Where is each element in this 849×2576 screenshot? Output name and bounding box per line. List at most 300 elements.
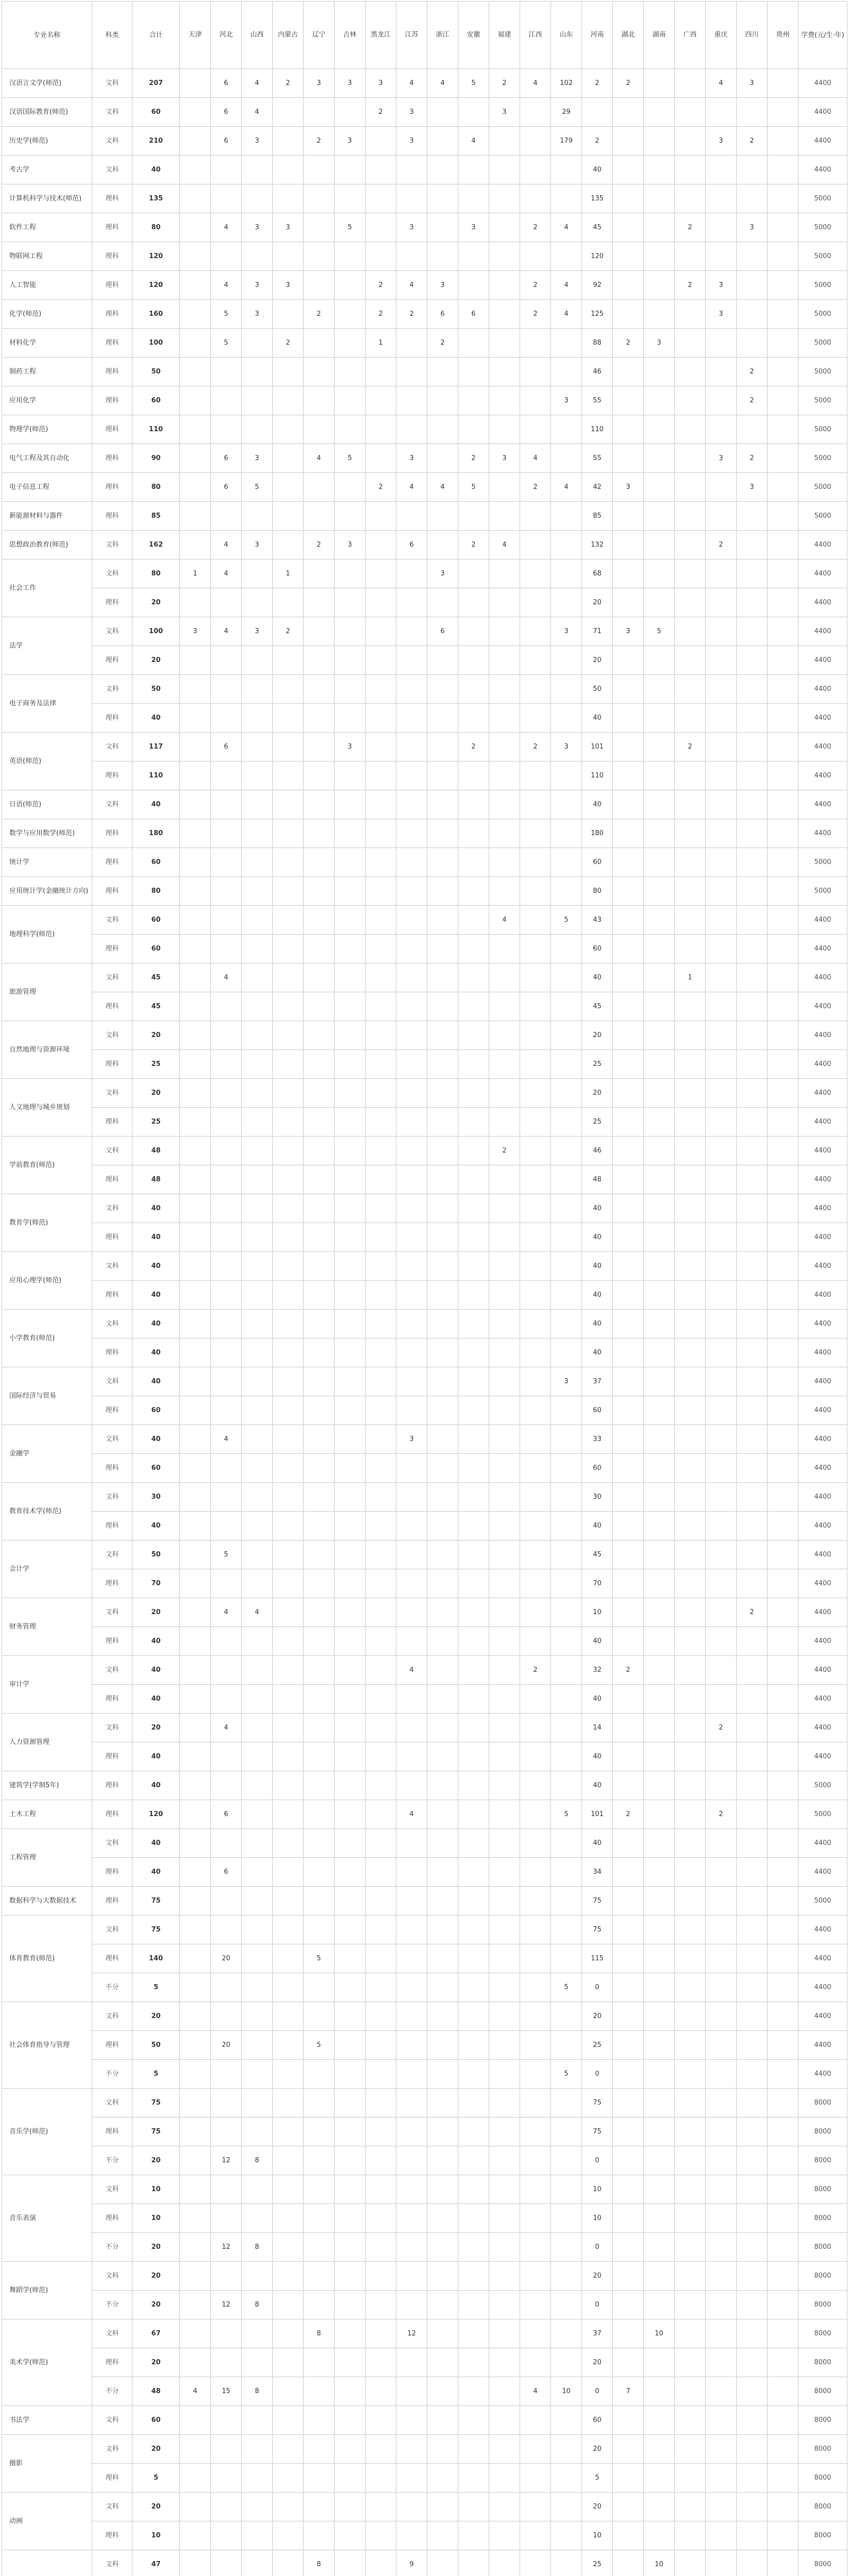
province-quota-cell: 179 xyxy=(551,127,582,156)
province-quota-cell xyxy=(242,1310,273,1338)
province-quota-cell xyxy=(242,329,273,358)
province-quota-cell xyxy=(365,531,396,560)
province-quota-cell xyxy=(706,2319,737,2348)
province-quota-cell xyxy=(427,733,458,761)
total-cell: 40 xyxy=(132,1338,180,1367)
province-quota-cell xyxy=(458,617,489,646)
major-name-cell: 软件工程 xyxy=(2,213,92,242)
province-quota-cell xyxy=(613,877,644,906)
major-name-cell: 新能源材料与器件 xyxy=(2,502,92,531)
province-quota-cell xyxy=(489,761,520,790)
province-quota-cell xyxy=(675,675,706,704)
province-quota-cell: 10 xyxy=(644,2550,675,2576)
province-quota-cell xyxy=(458,1367,489,1396)
province-quota-cell xyxy=(737,1540,768,1569)
province-quota-cell xyxy=(675,2204,706,2233)
province-quota-cell xyxy=(675,1223,706,1252)
category-cell: 文科 xyxy=(92,1137,132,1165)
total-cell: 40 xyxy=(132,1281,180,1310)
province-quota-cell xyxy=(737,1454,768,1483)
major-name-cell: 应用化学 xyxy=(2,386,92,415)
province-quota-cell xyxy=(551,1310,582,1338)
province-quota-cell xyxy=(427,2406,458,2435)
total-cell: 5 xyxy=(132,2060,180,2089)
province-quota-cell: 1 xyxy=(675,963,706,992)
total-cell: 47 xyxy=(132,2550,180,2576)
province-quota-cell xyxy=(458,98,489,127)
province-quota-cell xyxy=(675,2348,706,2377)
table-row xyxy=(2,1108,847,1137)
province-quota-cell xyxy=(242,242,273,271)
province-quota-cell xyxy=(768,848,798,877)
province-quota-cell xyxy=(458,819,489,848)
province-quota-cell xyxy=(644,2031,675,2060)
province-quota-cell xyxy=(644,386,675,415)
category-cell: 文科 xyxy=(92,1483,132,1512)
province-quota-cell xyxy=(613,2406,644,2435)
province-quota-cell xyxy=(335,1338,365,1367)
province-quota-cell xyxy=(211,2319,242,2348)
province-quota-cell xyxy=(613,819,644,848)
province-quota-cell xyxy=(273,473,304,502)
province-quota-cell: 3 xyxy=(273,271,304,300)
province-quota-cell xyxy=(365,1685,396,1714)
province-quota-cell xyxy=(180,2233,211,2262)
province-quota-cell: 4 xyxy=(211,617,242,646)
province-quota-cell xyxy=(737,1569,768,1598)
province-quota-cell: 2 xyxy=(458,733,489,761)
province-quota-cell xyxy=(489,502,520,531)
province-quota-cell: 2 xyxy=(458,444,489,473)
province-quota-cell xyxy=(335,704,365,733)
table-row xyxy=(2,531,847,560)
province-quota-cell xyxy=(675,127,706,156)
province-quota-cell xyxy=(706,2031,737,2060)
province-quota-cell xyxy=(644,1454,675,1483)
province-quota-cell xyxy=(551,1425,582,1454)
province-quota-cell: 5 xyxy=(211,1540,242,1569)
total-cell: 180 xyxy=(132,819,180,848)
province-quota-cell xyxy=(675,906,706,935)
province-quota-cell: 40 xyxy=(582,1252,613,1281)
province-quota-cell xyxy=(180,877,211,906)
table-row xyxy=(2,2319,847,2348)
province-quota-cell xyxy=(706,2291,737,2319)
province-quota-cell xyxy=(458,2521,489,2550)
province-quota-cell xyxy=(613,1627,644,1656)
province-quota-cell: 3 xyxy=(737,213,768,242)
province-quota-cell xyxy=(273,2521,304,2550)
province-quota-cell xyxy=(768,1050,798,1079)
province-quota-cell xyxy=(427,2262,458,2291)
province-quota-cell xyxy=(211,1454,242,1483)
province-quota-cell: 102 xyxy=(551,69,582,98)
fee-cell: 4400 xyxy=(798,1396,847,1425)
province-quota-cell xyxy=(613,1944,644,1973)
province-quota-cell xyxy=(675,1425,706,1454)
province-quota-cell xyxy=(427,761,458,790)
province-quota-cell xyxy=(551,2291,582,2319)
category-cell: 理科 xyxy=(92,502,132,531)
table-row xyxy=(2,2060,847,2089)
province-quota-cell xyxy=(335,1627,365,1656)
province-quota-cell xyxy=(396,1714,427,1742)
category-cell: 文科 xyxy=(92,2175,132,2204)
province-quota-cell xyxy=(613,358,644,386)
province-quota-cell: 3 xyxy=(706,444,737,473)
province-quota-cell xyxy=(675,588,706,617)
table-row xyxy=(2,1512,847,1540)
province-quota-cell xyxy=(304,502,335,531)
province-quota-cell xyxy=(211,184,242,213)
province-quota-cell xyxy=(644,69,675,98)
province-quota-cell xyxy=(365,1310,396,1338)
province-quota-cell xyxy=(737,646,768,675)
province-quota-cell xyxy=(458,2089,489,2117)
province-quota-cell xyxy=(180,1627,211,1656)
category-cell: 文科 xyxy=(92,560,132,588)
category-cell: 不分 xyxy=(92,2291,132,2319)
province-quota-cell xyxy=(304,2146,335,2175)
province-quota-cell xyxy=(458,1858,489,1887)
province-header: 黑龙江 xyxy=(365,2,396,69)
province-quota-cell xyxy=(737,906,768,935)
province-quota-cell xyxy=(211,156,242,184)
major-name-cell: 动画 xyxy=(2,2493,92,2550)
province-quota-cell xyxy=(211,2060,242,2089)
province-quota-cell xyxy=(551,1569,582,1598)
fee-cell: 4400 xyxy=(798,646,847,675)
province-quota-cell xyxy=(242,704,273,733)
province-quota-cell xyxy=(427,2377,458,2406)
province-quota-cell xyxy=(613,1021,644,1050)
province-quota-cell xyxy=(396,1944,427,1973)
province-quota-cell xyxy=(427,213,458,242)
fee-cell: 8000 xyxy=(798,2406,847,2435)
province-quota-cell xyxy=(737,156,768,184)
province-quota-cell xyxy=(644,2348,675,2377)
province-quota-cell xyxy=(211,1483,242,1512)
province-quota-cell xyxy=(768,2406,798,2435)
province-quota-cell xyxy=(458,2117,489,2146)
province-quota-cell xyxy=(211,1252,242,1281)
province-quota-cell xyxy=(273,1367,304,1396)
province-quota-cell xyxy=(675,2377,706,2406)
province-quota-cell xyxy=(768,1714,798,1742)
province-quota-cell: 5 xyxy=(335,444,365,473)
province-quota-cell xyxy=(335,560,365,588)
province-quota-cell xyxy=(551,2550,582,2576)
province-quota-cell xyxy=(489,213,520,242)
province-quota-cell xyxy=(768,358,798,386)
province-quota-cell xyxy=(365,1887,396,1916)
table-row xyxy=(2,1483,847,1512)
province-quota-cell xyxy=(273,2002,304,2031)
province-quota-cell xyxy=(365,992,396,1021)
province-quota-cell xyxy=(427,1742,458,1771)
admission-plan-table xyxy=(2,1,847,2576)
province-quota-cell xyxy=(458,415,489,444)
province-quota-cell xyxy=(489,1021,520,1050)
province-quota-cell xyxy=(768,646,798,675)
province-quota-cell xyxy=(304,1338,335,1367)
province-quota-cell: 1 xyxy=(365,329,396,358)
province-quota-cell: 2 xyxy=(675,213,706,242)
province-quota-cell xyxy=(551,1194,582,1223)
province-quota-cell xyxy=(304,992,335,1021)
province-quota-cell xyxy=(706,2550,737,2576)
province-quota-cell xyxy=(551,1714,582,1742)
province-quota-cell: 12 xyxy=(211,2291,242,2319)
province-quota-cell xyxy=(180,502,211,531)
province-quota-cell xyxy=(551,1887,582,1916)
province-quota-cell: 46 xyxy=(582,1137,613,1165)
major-name-cell: 化学(师范) xyxy=(2,300,92,329)
province-quota-cell: 1 xyxy=(273,560,304,588)
province-quota-cell xyxy=(396,1685,427,1714)
province-quota-cell: 2 xyxy=(737,1598,768,1627)
province-quota-cell xyxy=(768,1569,798,1598)
province-quota-cell xyxy=(520,531,551,560)
province-quota-cell xyxy=(768,906,798,935)
category-cell: 理科 xyxy=(92,2117,132,2146)
province-quota-cell xyxy=(211,819,242,848)
province-quota-cell xyxy=(737,1685,768,1714)
category-cell: 不分 xyxy=(92,1973,132,2002)
province-quota-cell xyxy=(520,1944,551,1973)
province-quota-cell xyxy=(335,2175,365,2204)
province-quota-cell xyxy=(613,1742,644,1771)
province-quota-cell xyxy=(675,415,706,444)
province-quota-cell xyxy=(613,790,644,819)
province-quota-cell xyxy=(675,2262,706,2291)
fee-cell: 5000 xyxy=(798,1800,847,1829)
province-quota-cell xyxy=(489,127,520,156)
province-quota-cell xyxy=(489,1685,520,1714)
province-quota-cell xyxy=(520,2146,551,2175)
province-quota-cell xyxy=(335,646,365,675)
province-quota-cell: 5 xyxy=(211,329,242,358)
province-quota-cell xyxy=(427,1425,458,1454)
province-quota-cell xyxy=(365,1483,396,1512)
province-quota-cell xyxy=(458,761,489,790)
header-row xyxy=(2,2,847,69)
table-row xyxy=(2,617,847,646)
province-quota-cell xyxy=(304,1800,335,1829)
province-quota-cell xyxy=(520,560,551,588)
province-quota-cell: 4 xyxy=(211,560,242,588)
fee-cell: 8000 xyxy=(798,2319,847,2348)
category-cell: 文科 xyxy=(92,1310,132,1338)
province-quota-cell xyxy=(737,1742,768,1771)
province-quota-cell xyxy=(365,704,396,733)
category-cell: 理科 xyxy=(92,1944,132,1973)
province-quota-cell xyxy=(304,1165,335,1194)
province-quota-cell xyxy=(211,1281,242,1310)
province-quota-cell xyxy=(706,1396,737,1425)
province-header: 河北 xyxy=(211,2,242,69)
province-quota-cell: 92 xyxy=(582,271,613,300)
province-quota-cell xyxy=(180,271,211,300)
total-cell: 80 xyxy=(132,877,180,906)
province-quota-cell xyxy=(211,1223,242,1252)
fee-cell: 4400 xyxy=(798,1425,847,1454)
province-quota-cell xyxy=(706,1656,737,1685)
province-quota-cell xyxy=(242,1137,273,1165)
province-quota-cell xyxy=(304,2175,335,2204)
province-quota-cell xyxy=(489,2175,520,2204)
province-quota-cell xyxy=(551,415,582,444)
province-quota-cell xyxy=(211,761,242,790)
province-quota-cell xyxy=(551,1916,582,1944)
province-quota-cell xyxy=(644,1425,675,1454)
province-quota-cell xyxy=(304,877,335,906)
province-quota-cell xyxy=(551,2262,582,2291)
province-header: 内蒙古 xyxy=(273,2,304,69)
province-quota-cell xyxy=(768,415,798,444)
province-quota-cell xyxy=(335,1252,365,1281)
province-quota-cell: 2 xyxy=(737,127,768,156)
province-quota-cell xyxy=(768,1367,798,1396)
province-quota-cell: 3 xyxy=(242,531,273,560)
province-quota-cell xyxy=(551,2348,582,2377)
province-quota-cell xyxy=(242,502,273,531)
province-quota-cell xyxy=(273,531,304,560)
province-quota-cell xyxy=(675,1281,706,1310)
province-quota-cell xyxy=(489,1569,520,1598)
major-name-cell: 会计学 xyxy=(2,1540,92,1598)
category-cell: 文科 xyxy=(92,675,132,704)
fee-cell: 8000 xyxy=(798,2377,847,2406)
province-quota-cell xyxy=(644,1079,675,1108)
province-quota-cell xyxy=(737,733,768,761)
table-row xyxy=(2,1310,847,1338)
province-quota-cell: 0 xyxy=(582,2233,613,2262)
province-quota-cell xyxy=(706,1338,737,1367)
province-quota-cell xyxy=(737,2262,768,2291)
province-quota-cell xyxy=(675,2002,706,2031)
province-quota-cell xyxy=(273,2291,304,2319)
province-quota-cell xyxy=(335,386,365,415)
province-quota-cell xyxy=(737,790,768,819)
province-header: 天津 xyxy=(180,2,211,69)
province-quota-cell xyxy=(396,1569,427,1598)
province-quota-cell xyxy=(706,819,737,848)
province-quota-cell: 60 xyxy=(582,935,613,963)
province-quota-cell xyxy=(242,790,273,819)
table-row xyxy=(2,1223,847,1252)
fee-cell: 5000 xyxy=(798,473,847,502)
province-quota-cell: 6 xyxy=(211,1858,242,1887)
category-cell: 理科 xyxy=(92,1396,132,1425)
province-quota-cell xyxy=(706,1916,737,1944)
province-quota-cell xyxy=(706,358,737,386)
province-quota-cell: 2 xyxy=(706,531,737,560)
province-quota-cell xyxy=(613,1425,644,1454)
major-name-cell: 思想政治教育(师范) xyxy=(2,531,92,560)
province-header: 浙江 xyxy=(427,2,458,69)
province-quota-cell xyxy=(489,242,520,271)
province-quota-cell xyxy=(737,98,768,127)
fee-cell: 4400 xyxy=(798,98,847,127)
province-quota-cell xyxy=(211,242,242,271)
province-quota-cell xyxy=(644,444,675,473)
province-quota-cell xyxy=(304,2377,335,2406)
province-quota-cell xyxy=(304,560,335,588)
province-quota-cell xyxy=(427,531,458,560)
table-row xyxy=(2,1569,847,1598)
province-quota-cell xyxy=(242,1454,273,1483)
province-quota-cell xyxy=(737,675,768,704)
province-quota-cell xyxy=(365,1165,396,1194)
province-quota-cell xyxy=(768,2175,798,2204)
province-quota-cell xyxy=(644,1194,675,1223)
province-quota-cell xyxy=(489,1079,520,1108)
province-quota-cell xyxy=(520,1454,551,1483)
province-quota-cell: 3 xyxy=(242,300,273,329)
province-quota-cell xyxy=(396,1281,427,1310)
province-quota-cell xyxy=(211,790,242,819)
total-cell: 140 xyxy=(132,1944,180,1973)
province-quota-cell xyxy=(551,242,582,271)
province-quota-cell xyxy=(489,2348,520,2377)
province-quota-cell xyxy=(180,963,211,992)
province-quota-cell xyxy=(520,2117,551,2146)
province-quota-cell: 4 xyxy=(427,69,458,98)
province-quota-cell: 34 xyxy=(582,1858,613,1887)
province-quota-cell: 15 xyxy=(211,2377,242,2406)
province-quota-cell xyxy=(211,1973,242,2002)
province-quota-cell xyxy=(180,1108,211,1137)
province-quota-cell xyxy=(613,646,644,675)
province-quota-cell xyxy=(365,1916,396,1944)
province-quota-cell xyxy=(427,1050,458,1079)
fee-cell: 4400 xyxy=(798,1540,847,1569)
province-quota-cell: 3 xyxy=(335,733,365,761)
province-quota-cell xyxy=(458,1021,489,1050)
province-quota-cell xyxy=(489,1627,520,1656)
province-quota-cell xyxy=(304,1540,335,1569)
province-quota-cell xyxy=(335,2464,365,2493)
province-quota-cell xyxy=(675,1194,706,1223)
province-header: 重庆 xyxy=(706,2,737,69)
fee-cell: 4400 xyxy=(798,992,847,1021)
province-quota-cell: 3 xyxy=(551,386,582,415)
province-quota-cell xyxy=(489,329,520,358)
province-quota-cell: 12 xyxy=(396,2319,427,2348)
major-name-cell: 物联网工程 xyxy=(2,242,92,271)
province-quota-cell xyxy=(706,848,737,877)
table-row xyxy=(2,1973,847,2002)
province-quota-cell xyxy=(242,2002,273,2031)
province-quota-cell xyxy=(396,935,427,963)
province-quota-cell xyxy=(180,1281,211,1310)
province-quota-cell xyxy=(242,935,273,963)
province-quota-cell xyxy=(458,2262,489,2291)
province-quota-cell: 0 xyxy=(582,2377,613,2406)
province-quota-cell xyxy=(304,1454,335,1483)
province-quota-cell xyxy=(675,300,706,329)
province-quota-cell: 43 xyxy=(582,906,613,935)
category-cell: 文科 xyxy=(92,1829,132,1858)
province-quota-cell xyxy=(180,704,211,733)
province-quota-cell xyxy=(427,2435,458,2464)
province-quota-cell xyxy=(706,2060,737,2089)
province-quota-cell xyxy=(427,963,458,992)
major-name-cell: 应用统计学(金融统计方向) xyxy=(2,877,92,906)
province-quota-cell xyxy=(520,1627,551,1656)
province-quota-cell: 8 xyxy=(304,2550,335,2576)
